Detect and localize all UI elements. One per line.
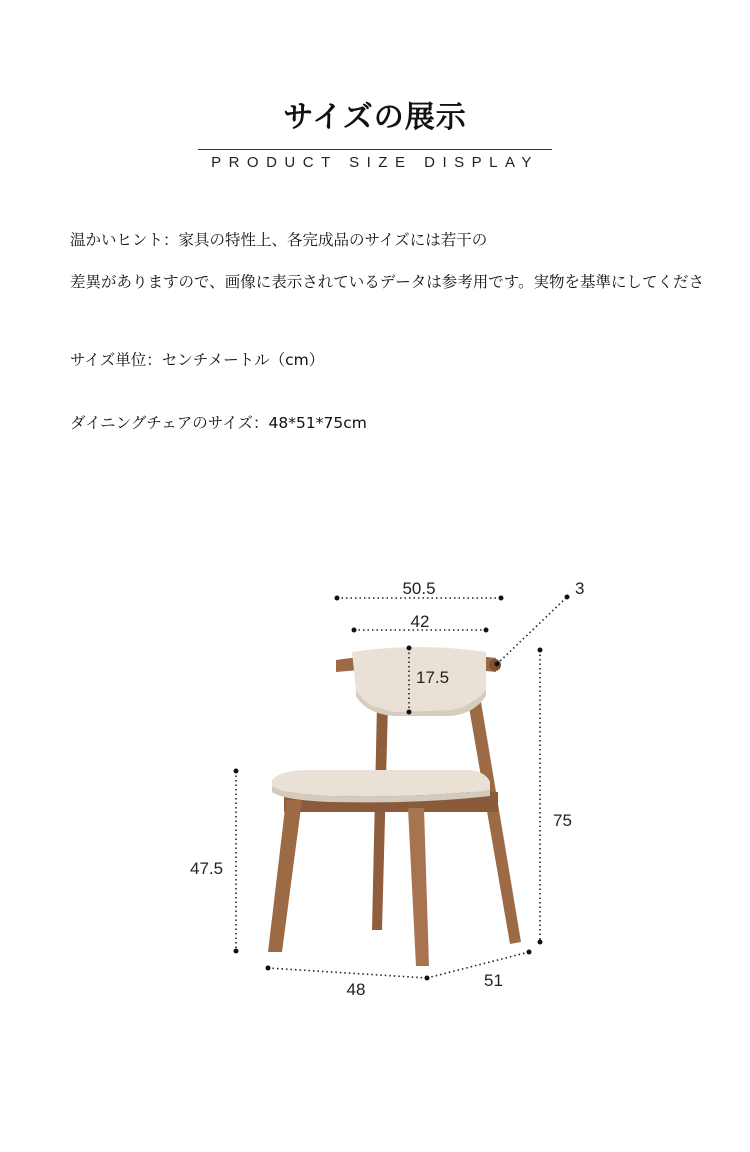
dim-width: 48 bbox=[346, 980, 366, 999]
dim-back-height: 17.5 bbox=[416, 668, 450, 687]
hint-line-2: 差異がありますので、画像に表示されているデータは参考用です。実物を基準にしてくださ bbox=[70, 273, 704, 291]
dim-line-rail bbox=[497, 597, 567, 664]
page-title: サイズの展示 bbox=[283, 100, 467, 135]
dim-line-width bbox=[268, 968, 427, 978]
dim-line-depth bbox=[427, 952, 529, 978]
back-leg-right bbox=[466, 684, 521, 944]
page-subtitle: PRODUCT SIZE DISPLAY bbox=[211, 154, 539, 171]
chair-size: ダイニングチェアのサイズ：48*51*75cm bbox=[70, 414, 367, 432]
back-leg-left bbox=[372, 705, 388, 930]
size-unit: サイズ単位：センチメートル（cm） bbox=[70, 351, 325, 369]
dim-top-width: 50.5 bbox=[402, 579, 436, 598]
front-leg-center bbox=[408, 808, 429, 966]
chair-illustration bbox=[268, 647, 521, 966]
dim-seat-height: 47.5 bbox=[190, 859, 224, 878]
dim-back-width: 42 bbox=[410, 612, 430, 631]
dim-total-height: 75 bbox=[553, 811, 572, 830]
front-leg-left bbox=[268, 800, 302, 952]
dim-rail-thickness: 3 bbox=[575, 579, 585, 598]
seat-cushion bbox=[272, 770, 490, 796]
hint-line-1: 温かいヒント：家具の特性上、各完成品のサイズには若干の bbox=[70, 231, 488, 249]
dim-depth: 51 bbox=[484, 971, 503, 990]
